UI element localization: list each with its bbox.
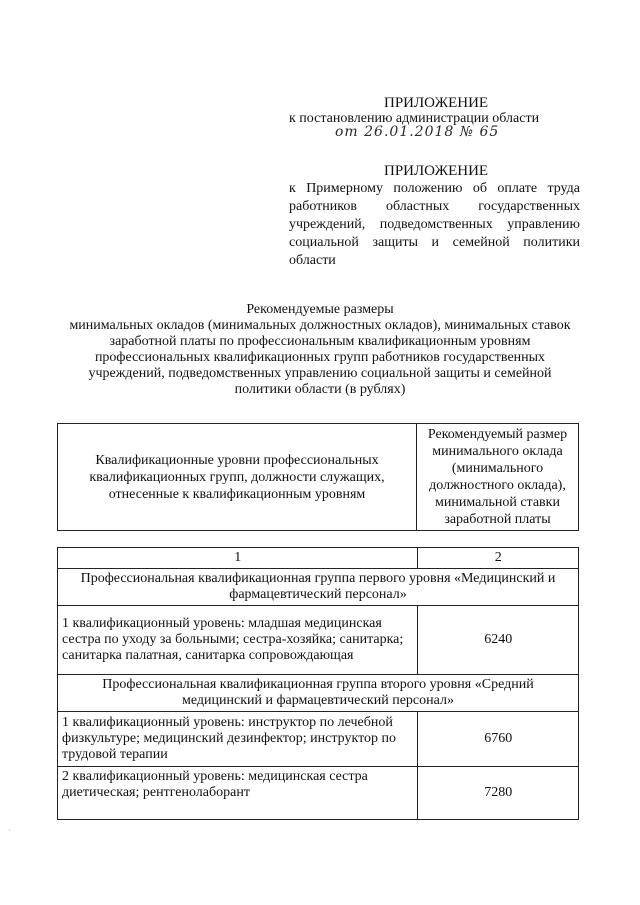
document-title-line2: минимальных окладов (минимальных должностных окладов), минимальных ставок заработной платы по профессиональным квалификационным уровням профессиональных квалификационных групп работников государственных учреждений, подведомственных управлению социальной защиты и семейной политики области (в рублях) — [69, 318, 571, 397]
margin-mark: · — [8, 826, 11, 835]
row-value: 7280 — [418, 767, 579, 820]
document-title-line1: Рекомендуемые размеры — [246, 302, 394, 317]
row-level: 2 квалификационный уровень: медицинская сестра диетическая; рентгенолаборант — [58, 767, 418, 820]
row-value: 6240 — [418, 606, 579, 675]
group-row — [58, 569, 579, 606]
table-row — [58, 767, 579, 820]
table-row-numbers — [58, 548, 579, 569]
document-title — [60, 302, 580, 398]
appendix-title-2: ПРИЛОЖЕНИЕ — [384, 163, 489, 179]
table-header-row — [58, 424, 579, 531]
row-value: 6760 — [418, 712, 579, 767]
table-row — [58, 712, 579, 767]
row-level: 1 квалификационный уровень: младшая медицинская сестра по уходу за больными; сестра-хозяйка; санитарка; санитарка палатная, санитарка сопровождающая — [58, 606, 418, 675]
column-number-1: 1 — [58, 548, 418, 569]
salary-table — [57, 547, 579, 820]
appendix-reference: к постановлению администрации области — [289, 111, 540, 126]
header-col1: Квалификационные уровни профессиональных квалификационных групп, должности служащих, отнесенные к квалификационным уровням — [58, 424, 417, 531]
handwritten-date-number: от 26.01.2018 № 65 — [335, 124, 500, 140]
row-level: 1 квалификационный уровень: инструктор по лечебной физкультуре; медицинский дезинфектор; инструктор по трудовой терапии — [58, 712, 418, 767]
group-1-title: Профессиональная квалификационная группа первого уровня «Медицинский и фармацевтический персонал» — [58, 569, 579, 606]
table-header — [57, 423, 579, 531]
header-col2: Рекомендуемый размер минимального оклада (минимального должностного оклада), минимальной ставки заработной платы — [417, 424, 579, 531]
group-row — [58, 675, 579, 712]
appendix-title: ПРИЛОЖЕНИЕ — [384, 95, 489, 111]
appendix-reference-2: к Примерному положению об оплате труда работников областных государственных учреждений, подведомственных управлению социальной защиты и семейной политики области — [289, 181, 580, 268]
table-row — [58, 606, 579, 675]
group-2-title: Профессиональная квалификационная группа второго уровня «Средний медицинский и фармацевтический персонал» — [58, 675, 579, 712]
column-number-2: 2 — [418, 548, 579, 569]
